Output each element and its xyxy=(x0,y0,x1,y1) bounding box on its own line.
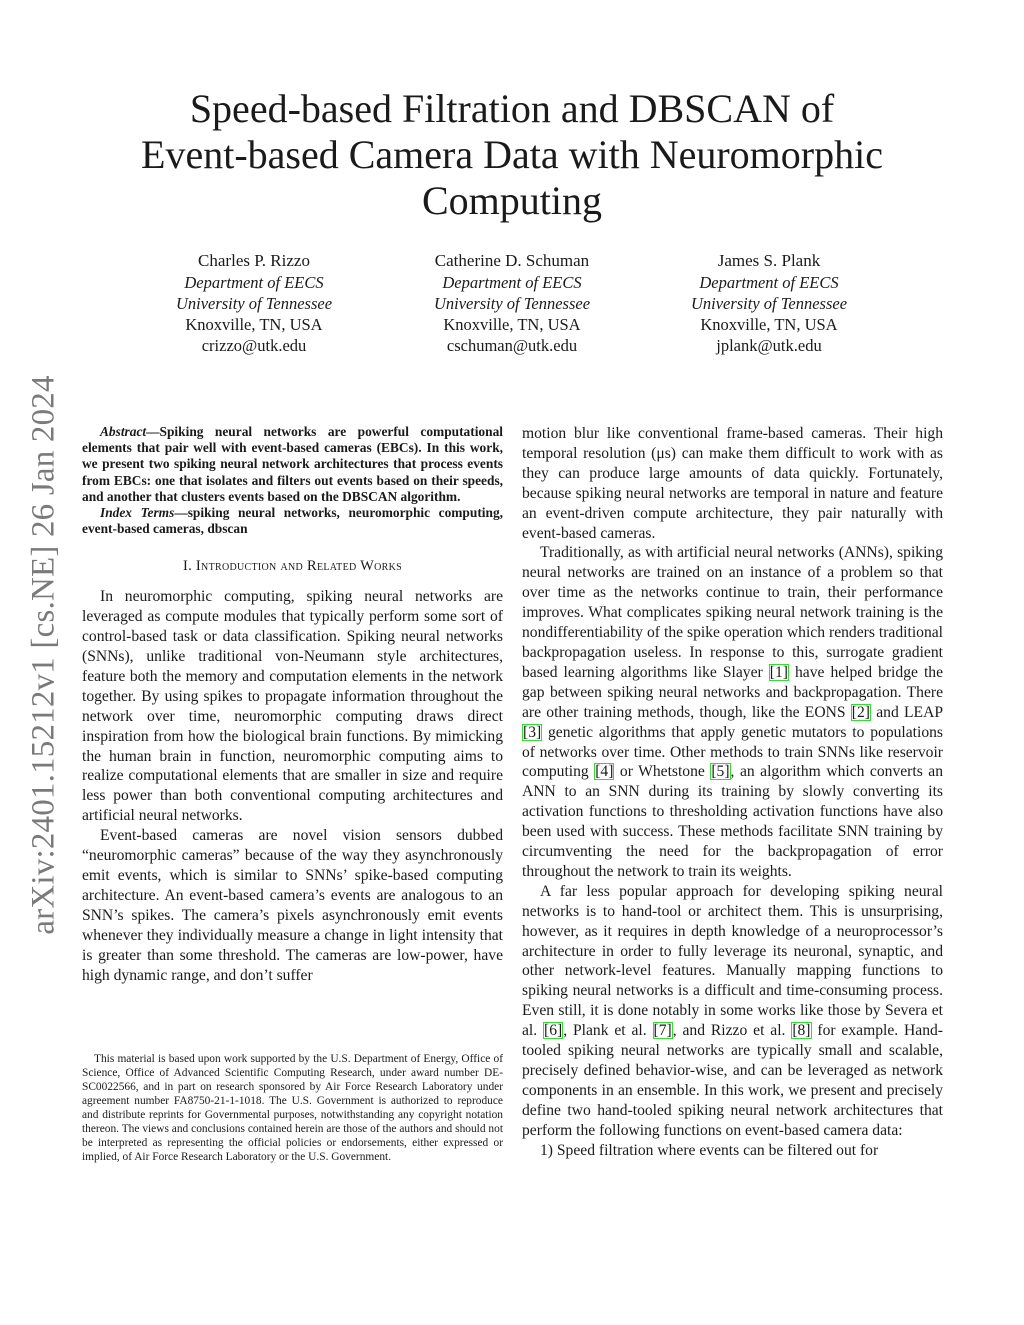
title-line: Computing xyxy=(421,178,603,223)
arxiv-sidebar-stamp xyxy=(22,360,66,950)
text-run: A far less popular approach for developing spiking neural networks is to hand-tool or architect them. This is unsurprising, however, as it requires in depth knowledge of a neuroprocessor’s architecture in order to fully leverage its neuronal, synaptic, and other network-level features. Manually mapping functions to spiking neural networks is a difficult and time-consuming process. Even still, it is done notably in some works like those by Severa et al. xyxy=(522,882,943,1040)
author-name: Catherine D. Schuman xyxy=(434,251,590,270)
citation-link[interactable]: [7] xyxy=(653,1022,672,1040)
body-paragraph xyxy=(522,882,943,1141)
body-paragraph: In neuromorphic computing, spiking neural networks are leveraged as compute modules that typically perform some sort of control-based task or data classification. Spiking neural networks (SNNs), unlike traditional von-Neumann style architectures, feature both the memory and computation elements in the network together. By using spikes to propagate information throughout the network over time, neuromorphic computing draws direct inspiration from how the biological brain functions. By mimicking the human brain in function, neuromorphic computing aims to realize computational elements that are smaller in size and require less power than both conventional computing architectures and artificial neural networks. xyxy=(82,588,503,825)
author-name: Charles P. Rizzo xyxy=(198,251,310,270)
author-location: Knoxville, TN, USA xyxy=(185,315,323,334)
author-email: cschuman@utk.edu xyxy=(446,336,578,355)
text-run: Traditionally, as with artificial neural networks (ANNs), spiking neural networks are trained on an instance of a problem so that over time as the networks continue to train, their performance improves. What complicates spiking neural network training is the nondifferentiability of the spike operation which renders traditional backpropagation useless. In response to this, surrogate gradient based learning algorithms like Slayer xyxy=(522,544,943,681)
author-block-3 xyxy=(649,250,889,356)
author-email: jplank@utk.edu xyxy=(716,336,822,355)
citation-link[interactable]: [5] xyxy=(711,763,730,781)
author-name: James S. Plank xyxy=(717,251,821,270)
author-dept: Department of EECS xyxy=(442,273,582,292)
citation-link[interactable]: [1] xyxy=(769,663,788,681)
author-location: Knoxville, TN, USA xyxy=(700,315,838,334)
text-run: genetic algorithms that apply genetic mutators to populations of networks over time. Other methods to train SNNs like reservoir computing xyxy=(522,723,943,781)
index-terms-label: Index Terms xyxy=(100,505,175,521)
abstract-text: —Spiking neural networks are powerful computational elements that pair well with event-based cameras (EBCs). In this work, we present two spiking neural network architectures that process events from EBCs: one that isolates and filters out events based on their speeds, and another that clusters events based on the DBSCAN algorithm. xyxy=(82,424,503,504)
author-block-2 xyxy=(392,250,632,356)
citation-link[interactable]: [6] xyxy=(544,1022,563,1040)
text-run: , Plank et al. xyxy=(563,1022,653,1040)
citation-link[interactable]: [8] xyxy=(792,1022,811,1040)
author-dept: Department of EECS xyxy=(184,273,324,292)
abstract-label: Abstract xyxy=(100,424,147,439)
left-column xyxy=(82,424,503,985)
index-terms xyxy=(82,505,503,537)
author-block-1 xyxy=(134,250,374,356)
text-run: , and Rizzo et al. xyxy=(672,1022,792,1040)
index-terms-text: —spiking neural networks, neuromorphic computing, event-based cameras, dbscan xyxy=(82,505,504,537)
funding-footnote xyxy=(82,1052,503,1164)
text-run: , an algorithm which converts an ANN to an SNN during its training by slowly converting its activation functions to thresholding activation functions have also been used with success. These methods facilitate SNN training by circumventing the need for the backpropagation of error throughout the network to train its weights. xyxy=(522,763,943,880)
paper-title xyxy=(100,86,924,224)
section-heading: I. Introduction and Related Works xyxy=(182,558,403,575)
body-paragraph: motion blur like conventional frame-based cameras. Their high temporal resolution (μs) can make them difficult to work with as they can produce large amounts of data quickly. Fortunately, because spiking neural networks are temporal in nature and feature an event-driven compute architecture, they pair naturally with event-based cameras. xyxy=(522,425,943,542)
title-line: Speed-based Filtration and DBSCAN of xyxy=(189,86,835,131)
title-line: Event-based Camera Data with Neuromorphic xyxy=(141,132,883,177)
author-univ: University of Tennessee xyxy=(690,294,848,313)
body-paragraph: Event-based cameras are novel vision sensors dubbed “neuromorphic cameras” because of the way they asynchronously emit events, which is similar to SNNs’ spike-based computing architecture. An event-based camera’s events are analogous to an SNN’s spikes. The camera’s pixels asynchronously emit events whenever they individually measure a change in light intensity that is greater than some threshold. The cameras are low-power, have high dynamic range, and don’t suffer xyxy=(82,827,503,984)
citation-link[interactable]: [4] xyxy=(595,763,614,781)
text-run: have helped bridge the gap between spiking neural networks and backpropagation. There are other training methods, though, like the EONS xyxy=(522,663,944,721)
list-item: 1) Speed filtration where events can be filtered out for xyxy=(540,1141,879,1159)
author-univ: University of Tennessee xyxy=(175,294,333,313)
citation-link[interactable]: [2] xyxy=(851,703,870,721)
text-run: and LEAP xyxy=(870,703,944,721)
author-location: Knoxville, TN, USA xyxy=(443,315,581,334)
text-run: for example. Hand-tooled spiking neural networks are typically small and scalable, precisely defined behavior-wise, and can be leveraged as network components in an ensemble. In this work, we present and precisely define two hand-tooled spiking neural network architectures that perform the following functions on event-based camera data: xyxy=(522,1022,943,1139)
right-column xyxy=(522,424,943,1161)
body-paragraph xyxy=(522,543,943,881)
citation-link[interactable]: [3] xyxy=(523,723,542,741)
text-run: or Whetstone xyxy=(614,763,711,781)
author-dept: Department of EECS xyxy=(699,273,839,292)
author-email: crizzo@utk.edu xyxy=(201,336,307,355)
footnote-text: This material is based upon work supported by the U.S. Department of Energy, Office of Science, Office of Advanced Scientific Computing Research, under award number DE-SC0022566, and in part on research sponsored by Air Force Research Laboratory under agreement number FA8750-21-1-1018. The U.S. Government is authorized to reproduce and distribute reprints for Governmental purposes, notwithstanding any copyright notation thereon. The views and conclusions contained herein are those of the authors and should not be interpreted as representing the official policies or endorsements, either expressed or implied, of Air Force Research Laboratory or the U.S. Government. xyxy=(82,1053,503,1163)
abstract xyxy=(82,424,503,505)
arxiv-id: arXiv:2401.15212v1 [cs.NE] 26 Jan 2024 xyxy=(25,375,62,935)
author-univ: University of Tennessee xyxy=(433,294,591,313)
